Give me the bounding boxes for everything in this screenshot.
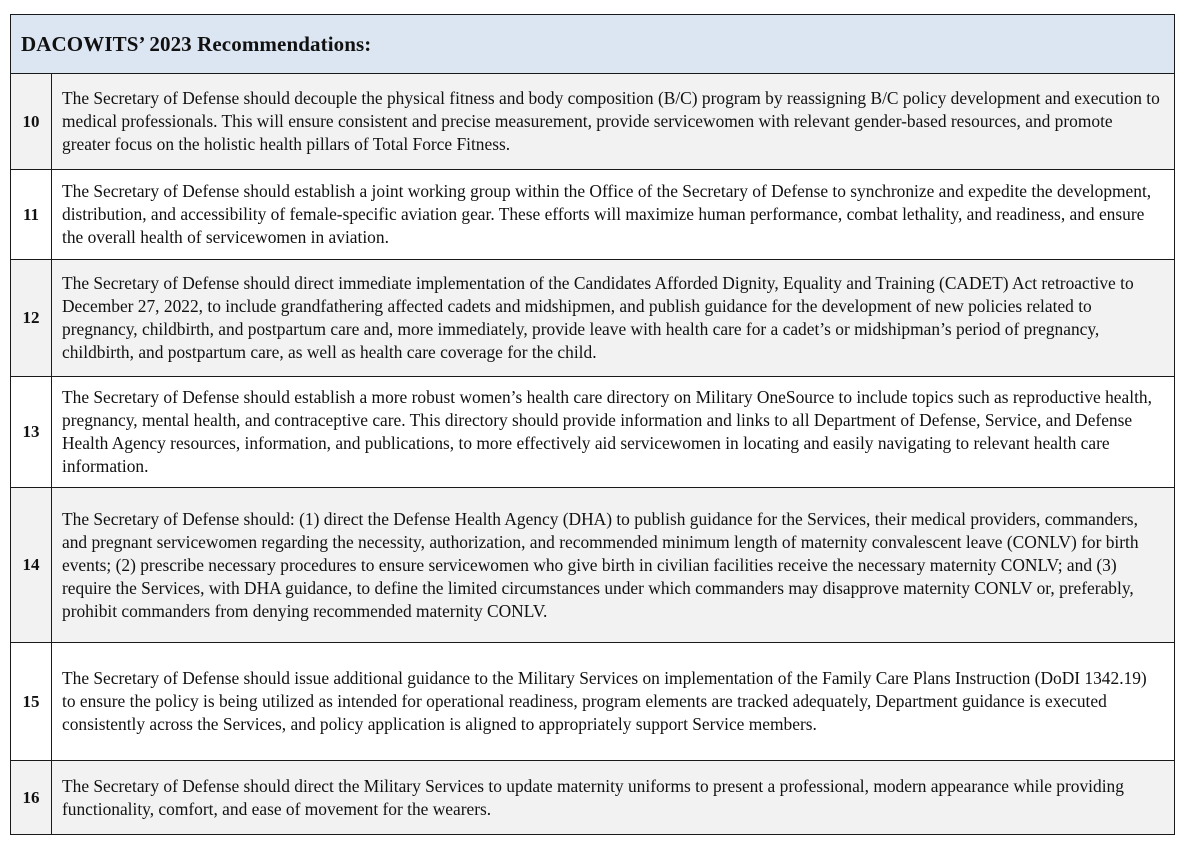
recommendation-number: 13 (11, 377, 52, 487)
table-row (11, 170, 1174, 260)
recommendation-text: The Secretary of Defense should direct immediate implementation of the Candidates Afforded Dignity, Equality and Training (CADET) Act retroactive to December 27, 2022, to include grandfathering affected cadets and midshipmen, and publish guidance for the development of new policies related to pregnancy, childbirth, and postpartum care and, more immediately, provide leave with health care for a cadet’s or midshipman’s period of pregnancy, childbirth, and postpartum care, as well as health care coverage for the child. (62, 273, 1134, 362)
recommendations-table (10, 14, 1175, 835)
recommendation-text: The Secretary of Defense should decouple the physical fitness and body composition (B/C) program by reassigning B/C policy development and execution to medical professionals. This will ensure consistent and precise measurement, provide servicewomen with relevant gender-based resources, and promote greater focus on the holistic health pillars of Total Force Fitness. (62, 88, 1160, 154)
recommendation-text: The Secretary of Defense should: (1) direct the Defense Health Agency (DHA) to publish guidance for the Services, their medical providers, commanders, and pregnant servicewomen regarding the necessity, authorization, and recommended minimum length of maternity convalescent leave (CONLV) for birth events; (2) prescribe necessary procedures to ensure servicewomen who give birth in civilian facilities receive the necessary maternity CONLV; and (3) require the Services, with DHA guidance, to define the limited circumstances under which commanders may disapprove maternity CONLV or, preferably, prohibit commanders from denying recommended maternity CONLV. (62, 508, 1139, 621)
recommendation-number: 16 (11, 761, 52, 834)
recommendation-text: The Secretary of Defense should direct the Military Services to update maternity uniforms to present a professional, modern appearance while providing functionality, comfort, and ease of movement for the wearers. (62, 775, 1124, 819)
table-header (11, 15, 1174, 74)
recommendation-number: 15 (11, 643, 52, 760)
recommendation-text: The Secretary of Defense should establish a joint working group within the Office of the Secretary of Defense to synchronize and expedite the development, distribution, and accessibility of female-specific aviation gear. These efforts will maximize human performance, combat lethality, and readiness, and ensure the overall health of servicewomen in aviation. (62, 181, 1152, 247)
table-row (11, 643, 1174, 761)
recommendation-number: 12 (11, 260, 52, 376)
table-row (11, 761, 1174, 834)
table-row (11, 74, 1174, 170)
recommendation-number: 11 (11, 170, 52, 259)
table-row (11, 377, 1174, 488)
table-row (11, 260, 1174, 377)
table-row (11, 488, 1174, 643)
recommendation-text: The Secretary of Defense should issue additional guidance to the Military Services on implementation of the Family Care Plans Instruction (DoDI 1342.19) to ensure the policy is being utilized as intended for operational readiness, program elements are tracked adequately, Department guidance is executed consistently across the Services, and policy application is aligned to appropriately support Service members. (62, 668, 1147, 734)
table-title: DACOWITS’ 2023 Recommendations: (21, 31, 372, 56)
recommendation-text: The Secretary of Defense should establish a more robust women’s health care directory on Military OneSource to include topics such as reproductive health, pregnancy, mental health, and contraceptive care. This directory should provide information and links to all Department of Defense, Service, and Defense Health Agency resources, information, and publications, to more effectively aid servicewomen in locating and easily navigating to relevant health care information. (62, 387, 1152, 476)
recommendation-number: 14 (11, 488, 52, 642)
recommendation-number: 10 (11, 74, 52, 169)
